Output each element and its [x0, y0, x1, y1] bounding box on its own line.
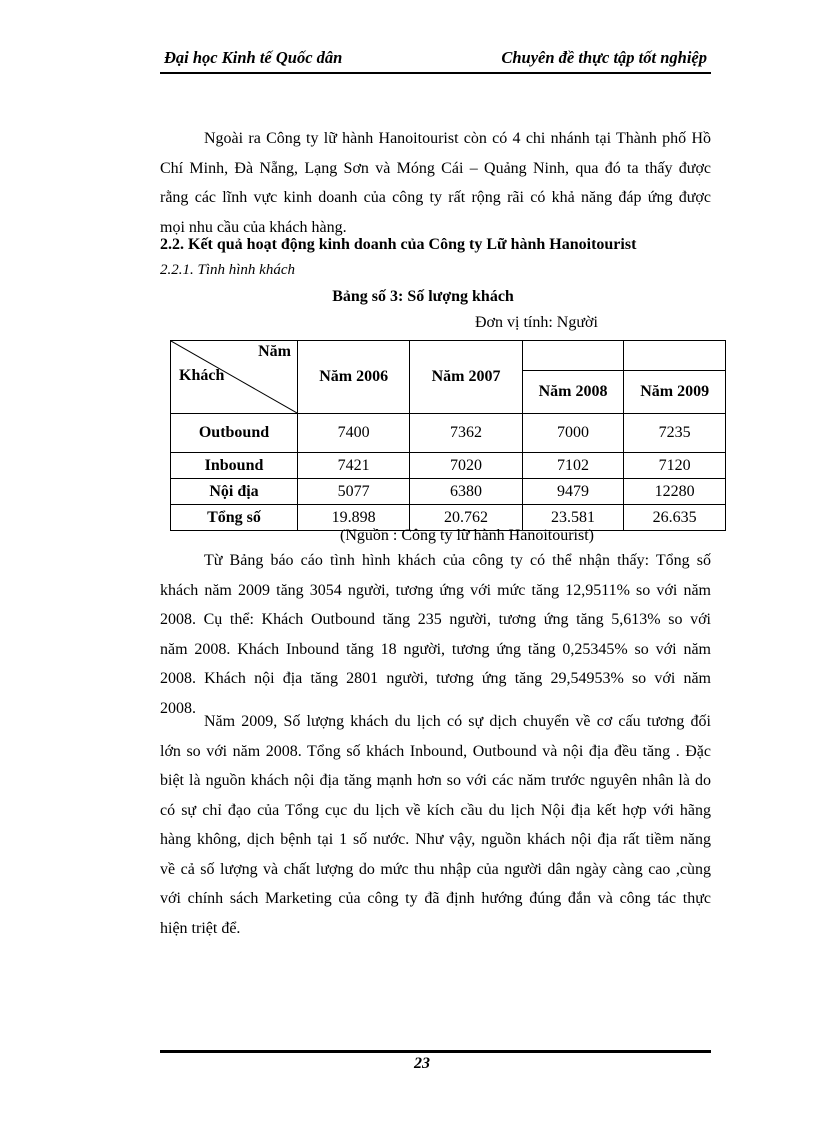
- text-line: biệt là nguồn khách nội địa tăng mạnh hơn so với các năm trước nguyên nhân là do: [160, 772, 711, 789]
- corner-guest-label: Khách: [179, 367, 225, 384]
- text-line: rằng các lĩnh vực kinh doanh của công ty rất rộng rãi có khả năng đáp ứng được: [160, 189, 711, 206]
- header-title: Chuyên đề thực tập tốt nghiệp: [501, 48, 707, 67]
- table-row: [171, 453, 726, 479]
- header-rule: [160, 72, 711, 74]
- text-line: mọi nhu cầu của khách hàng.: [160, 218, 347, 236]
- intro-paragraph: [160, 124, 711, 242]
- section-heading: 2.2. Kết quả hoạt động kinh doanh của Công ty Lữ hành Hanoitourist: [160, 236, 637, 253]
- column-header: Năm 2006: [298, 341, 410, 414]
- text-line: có sự chỉ đạo của Tổng cục du lịch về kích cầu du lịch Nội địa kết hợp với hãng: [160, 801, 711, 819]
- table-cell: 5077: [298, 479, 410, 505]
- text-line: Ngoài ra Công ty lữ hành Hanoitourist còn có 4 chi nhánh tại Thành phố Hồ: [204, 130, 711, 147]
- row-label: Tổng số: [171, 505, 298, 531]
- table-cell: 7120: [624, 453, 726, 479]
- text-line: 2008. Cụ thể: Khách Outbound tăng 235 người, tương ứng tăng 5,613% so với: [160, 611, 711, 628]
- text-line: Từ Bảng báo cáo tình hình khách của công ty có thể nhận thấy: Tổng số: [204, 552, 711, 569]
- header-university: Đại học Kinh tế Quốc dân: [164, 48, 343, 67]
- column-header: Năm 2008: [522, 341, 624, 414]
- footer-rule: [160, 1050, 711, 1053]
- conclusion-paragraph: [160, 707, 711, 943]
- text-line: 2008. Khách nội địa tăng 2801 người, tương ứng tăng 29,54953% so với năm: [160, 670, 711, 687]
- table-cell: 7400: [298, 414, 410, 453]
- corner-year-label: Năm: [258, 343, 291, 360]
- table-corner-cell: [171, 341, 298, 414]
- table-source: (Nguồn : Công ty lữ hành Hanoitourist): [340, 527, 594, 544]
- text-line: Năm 2009, Số lượng khách du lịch có sự dịch chuyển về cơ cấu tương đối: [204, 713, 711, 730]
- table-cell: 7020: [410, 453, 522, 479]
- table-cell: 9479: [522, 479, 624, 505]
- table-title: Bảng số 3: Số lượng khách: [332, 288, 514, 305]
- table-row: [171, 414, 726, 453]
- page-number: 23: [414, 1055, 430, 1072]
- table-cell: 26.635: [624, 505, 726, 531]
- table-cell: 12280: [624, 479, 726, 505]
- row-label: Nội địa: [171, 479, 298, 505]
- text-line: hàng không, dịch bệnh tại 1 số nước. Như vậy, nguồn khách nội địa rất tiềm năng: [160, 831, 711, 848]
- table-header-row: [171, 341, 726, 414]
- text-line: hiện triệt để.: [160, 919, 241, 937]
- table-cell: 7000: [522, 414, 624, 453]
- table-cell: 7362: [410, 414, 522, 453]
- text-line: năm 2008. Khách Inbound tăng 18 người, tương ứng tăng 0,25345% so với năm: [160, 640, 711, 658]
- text-line: với chính sách Marketing của công ty đã định hướng đúng đắn và công tác thực: [160, 890, 711, 907]
- table-row: [171, 479, 726, 505]
- table-unit: Đơn vị tính: Người: [475, 314, 598, 331]
- subsection-heading: 2.2.1. Tình hình khách: [160, 262, 295, 278]
- text-line: Chí Minh, Đà Nẵng, Lạng Sơn và Móng Cái – Quảng Ninh, qua đó ta thấy được: [160, 159, 711, 177]
- row-label: Inbound: [171, 453, 298, 479]
- text-line: khách năm 2009 tăng 3054 người, tương ứng với mức tăng 12,9511% so với năm: [160, 581, 711, 599]
- analysis-paragraph: [160, 546, 711, 723]
- table-cell: 7102: [522, 453, 624, 479]
- guest-count-table: [170, 340, 726, 531]
- text-line: về cả số lượng và chất lượng do mức thu nhập của người dân ngày càng cao ,cùng: [160, 860, 711, 878]
- column-header: Năm 2009: [624, 341, 726, 414]
- table-cell: 7235: [624, 414, 726, 453]
- table-cell: 7421: [298, 453, 410, 479]
- row-label: Outbound: [171, 414, 298, 453]
- table-cell: 19.898: [298, 505, 410, 531]
- table-cell: 6380: [410, 479, 522, 505]
- text-line: 2008.: [160, 699, 196, 717]
- table-cell: 23.581: [522, 505, 624, 531]
- table-cell: 20.762: [410, 505, 522, 531]
- column-header: Năm 2007: [410, 341, 522, 414]
- text-line: lớn so với năm 2008. Tổng số khách Inbound, Outbound và nội địa đều tăng . Đặc: [160, 742, 711, 760]
